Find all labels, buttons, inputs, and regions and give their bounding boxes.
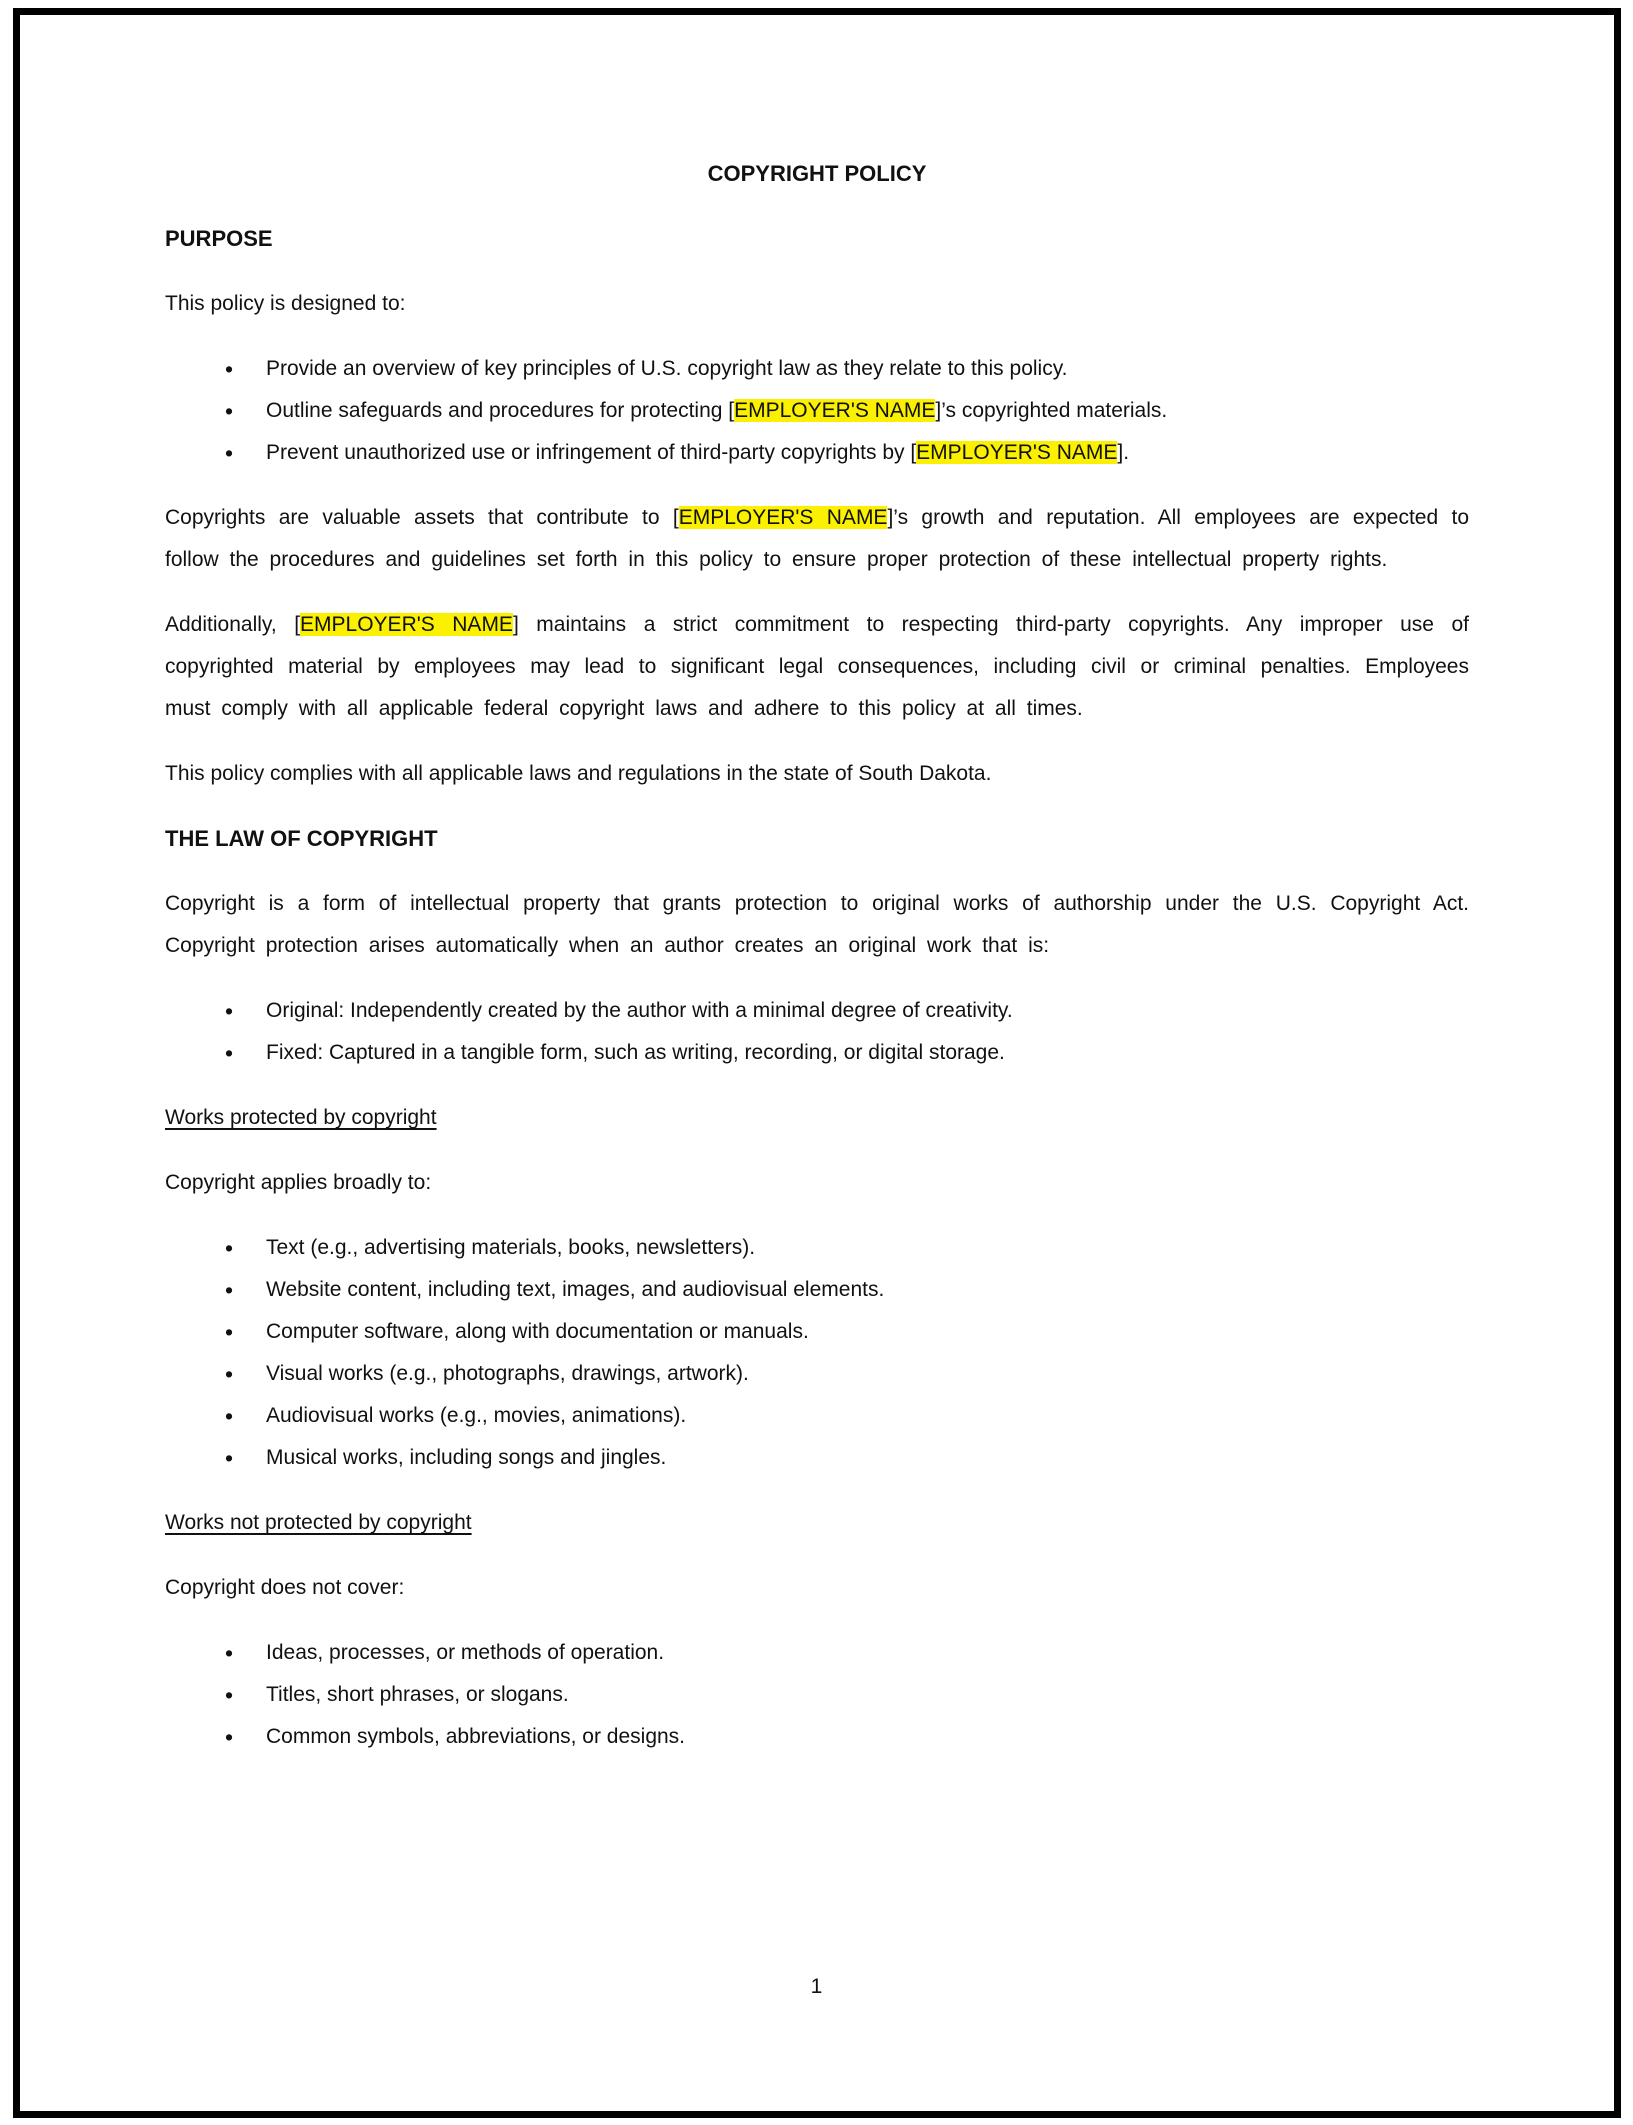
page-number: 1 bbox=[810, 1975, 823, 1998]
bullet-item bbox=[165, 1269, 1469, 1311]
text-segment: Visual works (e.g., photographs, drawings, artwork). bbox=[266, 1362, 749, 1385]
text-segment: Outline safeguards and procedures for protecting [ bbox=[266, 399, 735, 422]
bullet-list bbox=[165, 990, 1469, 1074]
bullet-item bbox=[165, 390, 1469, 432]
bullet-item bbox=[165, 1716, 1469, 1758]
text-segment: Audiovisual works (e.g., movies, animations). bbox=[266, 1404, 687, 1427]
text-segment: Provide an overview of key principles of U.S. copyright law as they relate to this policy. bbox=[266, 357, 1068, 380]
text-segment: Musical works, including songs and jingles. bbox=[266, 1446, 667, 1469]
paragraph bbox=[165, 283, 1469, 325]
text-segment: Additionally, [ bbox=[165, 613, 301, 636]
text-segment: This policy complies with all applicable laws and regulations in the state of South Dakota. bbox=[165, 762, 992, 785]
bullet-item bbox=[165, 1353, 1469, 1395]
text-segment: Computer software, along with documentation or manuals. bbox=[266, 1320, 809, 1343]
text-segment: ]. bbox=[1117, 441, 1130, 464]
underlined-subheading: Works protected by copyright bbox=[165, 1106, 437, 1129]
text-segment: Fixed: Captured in a tangible form, such as writing, recording, or digital storage. bbox=[266, 1041, 1005, 1064]
text-segment: Ideas, processes, or methods of operation. bbox=[266, 1641, 665, 1664]
bullet-item bbox=[165, 1632, 1469, 1674]
page-footer bbox=[0, 1966, 1633, 2008]
text-segment: Common symbols, abbreviations, or designs. bbox=[266, 1725, 686, 1748]
document-body bbox=[165, 218, 1469, 1758]
bullet-item bbox=[165, 990, 1469, 1032]
underlined-subheading: Works not protected by copyright bbox=[165, 1511, 472, 1534]
paragraph bbox=[165, 883, 1469, 967]
employer-name-highlight: EMPLOYER'S NAME bbox=[300, 613, 513, 636]
bullet-item bbox=[165, 348, 1469, 390]
text-segment: This policy is designed to: bbox=[165, 292, 406, 315]
bullet-item bbox=[165, 1395, 1469, 1437]
text-segment: ]’s growth and reputation. All employees are expected to follow the procedures and guidelines set forth in this policy to ensure proper protection of these intellectual property rights. bbox=[165, 506, 1470, 571]
bullet-item bbox=[165, 1311, 1469, 1353]
text-segment: Website content, including text, images, and audiovisual elements. bbox=[266, 1278, 885, 1301]
bullet-item bbox=[165, 1437, 1469, 1479]
document-content bbox=[165, 0, 1469, 1781]
text-segment: Titles, short phrases, or slogans. bbox=[266, 1683, 569, 1706]
paragraph bbox=[165, 604, 1469, 730]
document-title: COPYRIGHT POLICY bbox=[707, 161, 927, 186]
bullet-item bbox=[165, 432, 1469, 474]
section-heading: THE LAW OF COPYRIGHT bbox=[165, 826, 438, 851]
bullet-item bbox=[165, 1674, 1469, 1716]
text-segment: ] maintains a strict commitment to respecting third-party copyrights. Any improper use of copyrighted material by employees may lead to significant legal consequences, including civil or criminal penalties. Employees must comply with all applicable federal copyright laws and adhere to this policy at all times. bbox=[165, 613, 1469, 720]
text-segment: Prevent unauthorized use or infringement of third-party copyrights by [ bbox=[266, 441, 917, 464]
paragraph bbox=[165, 753, 1469, 795]
bullet-list bbox=[165, 348, 1469, 474]
text-segment: ]’s copyrighted materials. bbox=[935, 399, 1168, 422]
employer-name-highlight: EMPLOYER'S NAME bbox=[734, 399, 936, 422]
text-segment: Copyright does not cover: bbox=[165, 1576, 405, 1599]
paragraph bbox=[165, 1162, 1469, 1204]
employer-name-highlight: EMPLOYER'S NAME bbox=[916, 441, 1118, 464]
bullet-list bbox=[165, 1632, 1469, 1758]
text-segment: Text (e.g., advertising materials, books, newsletters). bbox=[266, 1236, 756, 1259]
paragraph bbox=[165, 497, 1469, 581]
paragraph bbox=[165, 1567, 1469, 1609]
bullet-item bbox=[165, 1227, 1469, 1269]
text-segment: Copyright is a form of intellectual property that grants protection to original works of authorship under the U.S. Copyright Act. Copyright protection arises automatically when an author creates an original work that is: bbox=[165, 892, 1469, 957]
bullet-item bbox=[165, 1032, 1469, 1074]
text-segment: Copyrights are valuable assets that contribute to [ bbox=[165, 506, 679, 529]
employer-name-highlight: EMPLOYER'S NAME bbox=[678, 506, 888, 529]
text-segment: Copyright applies broadly to: bbox=[165, 1171, 432, 1194]
text-segment: Original: Independently created by the author with a minimal degree of creativity. bbox=[266, 999, 1013, 1022]
section-heading: PURPOSE bbox=[165, 226, 273, 251]
bullet-list bbox=[165, 1227, 1469, 1479]
